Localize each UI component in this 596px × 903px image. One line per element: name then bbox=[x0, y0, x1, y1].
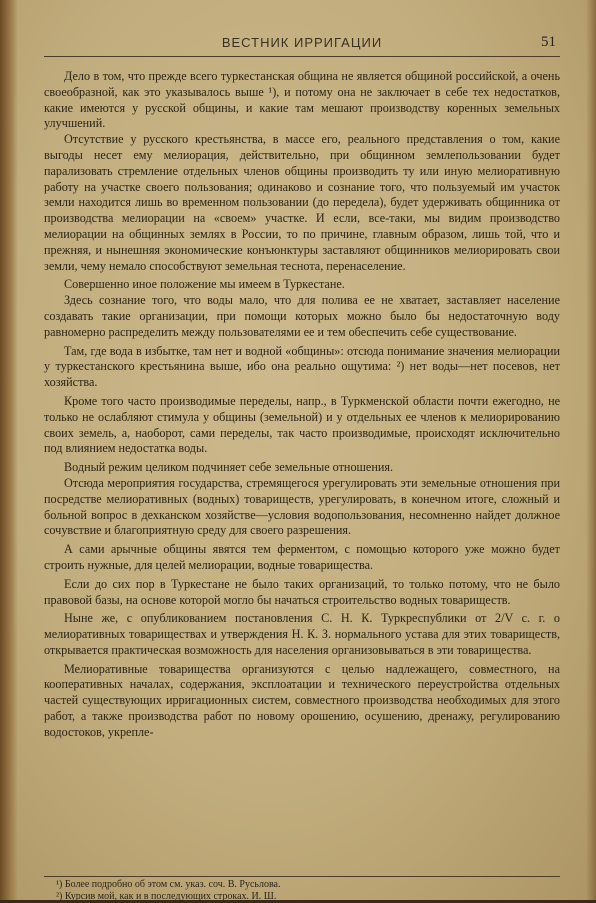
paragraph: Там, где вода в избытке, там нет и водной «общины»: отсюда понимание значения мелиорации у туркестанского крестьянина выше, ибо она реально ощутима: ²) нет воды—нет посевов, нет хозяйства. bbox=[44, 343, 560, 390]
paragraph: А сами арычные общины явятся тем ферментом, с помощью которого уже можно будет строить нужные, для целей мелиорации, водные товарищества. bbox=[44, 542, 560, 572]
paragraph: Дело в том, что прежде всего туркестанская община не является общиной российской, а очень своеобразной, как это указывалось выше ¹), и потому она не заключает в себе тех недостатков, какие имеются у русской общины, и какие там мешают производству коренных земельных улучшений. bbox=[44, 69, 560, 131]
paragraph: Отсутствие у русского крестьянства, в массе его, реального представления о том, какие выгоды несет ему мелиорация, действительно, при общинном землепользовании будет парализовать стремление отдельных членов общины производить ту или иную мелиоративную работу на участке своего пользования; одинаково и сознание того, что пользуемый им участок земли находится лишь во временном пользовании (до передела), будет удерживать общинника от производства мелиорации на «своем» участке. И если, все-таки, мы видим производство мелиорации на общинных землях в России, то по причине, главным образом, лишь той, что и прежняя, и нынешняя экономические конъюнктуры заставляют общинников мелиорировать свои земли, чему немало способствуют земельная теснота, перенаселение. bbox=[44, 132, 560, 273]
paragraph: Отсюда мероприятия государства, стремящегося урегулировать эти земельные отношения при посредстве мелиоративных (водных) товариществ, урегулировать, в конечном итоге, сложный и больной вопрос в дехканском хозяйстве—условия водопользования, несомненно найдет должное сочувствие и благоприятную среду для своего разрешения. bbox=[44, 475, 560, 538]
paragraph: Мелиоративные товарищества организуются с целью надлежащего, совместного, на кооперативных началах, содержания, эксплоатации и технического переустройства отдельных частей существующих ирригационных систем, совместного производства необходимых для этого работ, а также производства работ по новому орошению, осушению, дренажу, регулированию водостоков, укрепле- bbox=[44, 661, 560, 739]
article-body bbox=[44, 69, 560, 741]
paragraph: Совершенно иное положение мы имеем в Туркестане. bbox=[64, 277, 345, 292]
running-title: ВЕСТНИК ИРРИГАЦИИ bbox=[221, 35, 383, 50]
footnote: ¹) Более подробно об этом см. указ. соч. В. Русьлова. bbox=[56, 879, 281, 890]
paragraph: Если до сих пор в Туркестане не было таких организаций, то только потому, что не было правовой базы, на основе которой могло бы начаться строительство водных товариществ. bbox=[44, 576, 560, 607]
footnote: ²) Курсив мой, как и в последующих строках. И. Ш. bbox=[56, 891, 277, 902]
paragraph: Ныне же, с опубликованием постановления С. Н. К. Туркреспублики от 2/V с. г. о мелиоративных товариществах и утверждения Н. К. З. нормального устава для этих товариществ, открывается практическая возможность для населения организовываться в эти товарищества. bbox=[44, 611, 560, 657]
paragraph: Кроме того часто производимые переделы, напр., в Туркменской области почти ежегодно, не только не ослабляют стимула у общины (земельной) и у отдельных ее членов к мелиорированию своих земель, а, наоборот, сами переделы, так часто производимые, происходят исключительно под влиянием недостатка воды. bbox=[44, 393, 560, 456]
paragraph: Водный режим целиком подчиняет себе земельные отношения. bbox=[64, 460, 394, 475]
page-number: 51 bbox=[541, 34, 556, 50]
page-header bbox=[44, 32, 560, 57]
footnotes bbox=[44, 876, 560, 903]
paragraph: Здесь сознание того, что воды мало, что для полива ее не хватает, заставляет население создавать такие организации, при помощи которых можно было бы недостаточную воду равномерно распределить между пользователями ее и тем обеспечить себе существование. bbox=[44, 293, 560, 339]
